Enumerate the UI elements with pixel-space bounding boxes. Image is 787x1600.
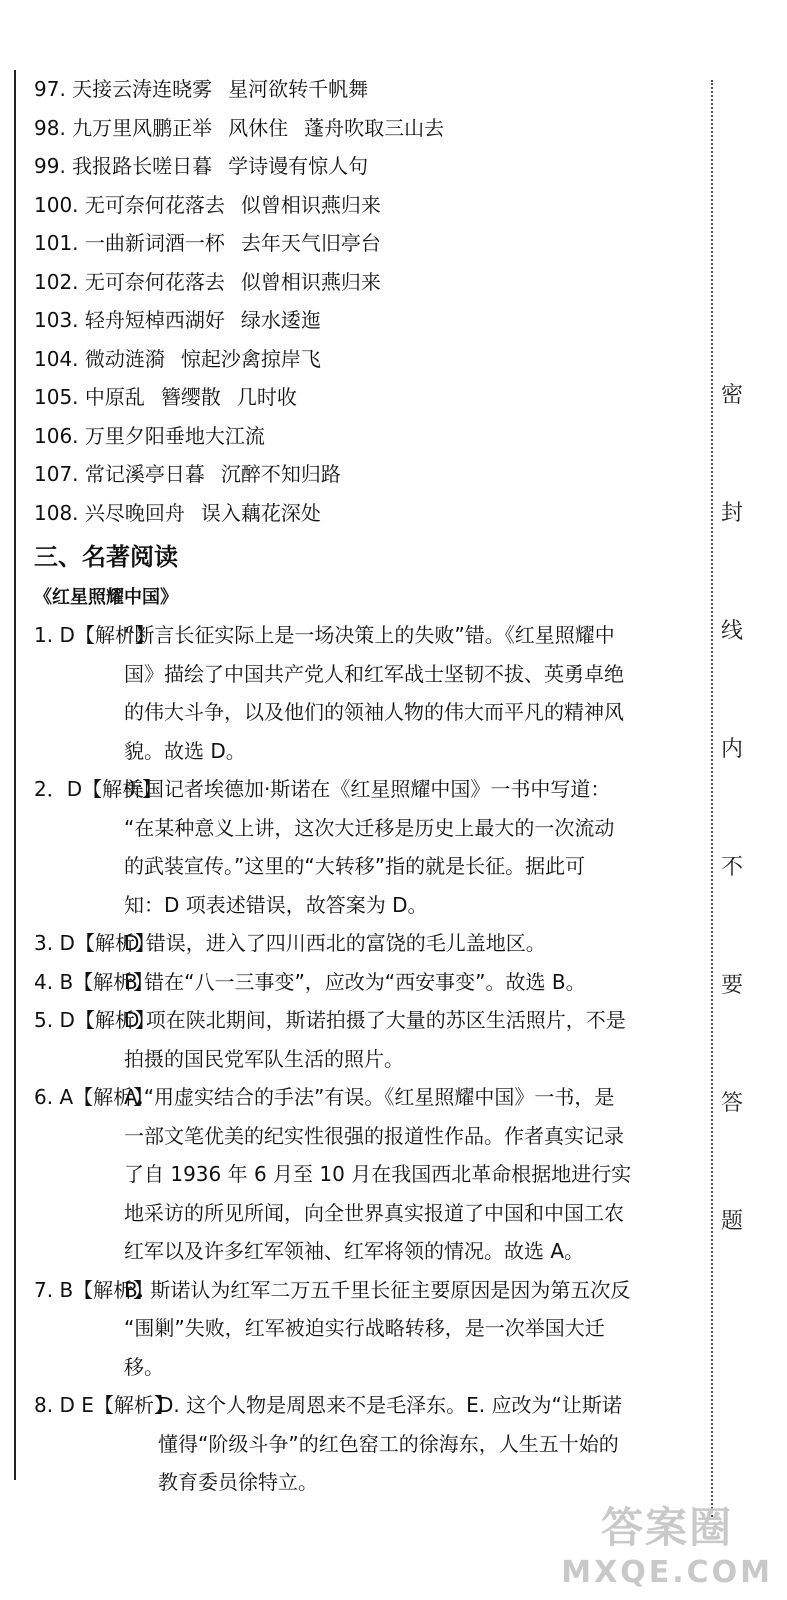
answer-text-line: D. 这个人物是周恩来不是毛泽东。E. 应改为“让斯诺: [158, 1393, 622, 1417]
watermark-logo: [561, 1495, 773, 1590]
seal-char: 要: [720, 973, 743, 998]
watermark-text: 答案圈: [601, 1503, 734, 1552]
answer-text-line: “围剿”失败，红军被迫实行战略转移，是一次举国大迁: [124, 1316, 605, 1340]
section-heading: 三、名著阅读: [34, 543, 178, 571]
answer-label: 2．D【解析】: [34, 777, 163, 801]
answer-item: [34, 1386, 704, 1502]
answer-label: 4. B【解析】: [34, 969, 154, 994]
book-title: 《红星照耀中国》: [34, 587, 178, 608]
left-margin-rule: [14, 70, 16, 1480]
answer-label: 3. D【解析】: [34, 931, 155, 955]
poem-line: 98. 九万里风鹏正举 风休住 蓬舟吹取三山去: [34, 115, 445, 140]
answer-text-line: B. 斯诺认为红军二万五千里长征主要原因是因为第五次反: [124, 1277, 631, 1302]
seal-char: 密: [720, 383, 743, 408]
answer-item: [34, 1078, 704, 1271]
poem-line: 107. 常记溪亭日暮 沉醉不知归路: [34, 462, 341, 486]
poem-line: 106. 万里夕阳垂地大江流: [34, 423, 265, 448]
answer-label: 7. B【解析】: [34, 1277, 154, 1302]
answer-text-line: 了自 1936 年 6 月至 10 月在我国西北革命根据地进行实: [124, 1162, 632, 1186]
poem-line: 105. 中原乱 簪缨散 几时收: [34, 385, 297, 409]
answer-text-line: 的伟大斗争，以及他们的领袖人物的伟大而平凡的精神风: [124, 700, 624, 724]
answer-item: [34, 1271, 704, 1387]
answer-text-line: B 错在“八一三事变”，应改为“西安事变”。故选 B。: [124, 969, 586, 994]
answer-label: 1. D【解析】: [34, 623, 155, 647]
answer-text-line: 拍摄的国民党军队生活的照片。: [124, 1046, 404, 1071]
poem-line: 100. 无可奈何花落去 似曾相识燕归来: [34, 192, 381, 217]
seal-char: 线: [720, 619, 743, 644]
poem-line: 108. 兴尽晚回舟 误入藕花深处: [34, 500, 321, 525]
answer-label: 6. A【解析】: [34, 1085, 154, 1109]
answer-text-line: “断言长征实际上是一场决策上的失败”错。《红星照耀中: [124, 623, 615, 647]
answer-text-line: 貌。故选 D。: [124, 738, 246, 763]
poem-line: 97. 天接云涛连晓雾 星河欲转千帆舞: [34, 77, 369, 101]
answer-item: [34, 616, 704, 770]
answer-text-line: A.“用虚实结合的手法”有误。《红星照耀中国》一书，是: [124, 1085, 615, 1109]
answer-text-line: 美国记者埃德加·斯诺在《红星照耀中国》一书中写道：: [124, 777, 611, 801]
poem-line: 103. 轻舟短棹西湖好 绿水逶迤: [34, 308, 321, 332]
answer-label: 5. D【解析】: [34, 1008, 155, 1032]
answer-item: [34, 924, 704, 963]
answer-text-line: 知：D 项表述错误，故答案为 D。: [124, 892, 428, 917]
answer-text-line: 一部文笔优美的纪实性很强的报道性作品。作者真实记录: [124, 1123, 624, 1148]
answer-text-line: 红军以及许多红军领袖、红军将领的情况。故选 A。: [124, 1239, 585, 1263]
seal-char: 不: [720, 855, 743, 880]
watermark-url: MXQE.COM: [561, 1555, 773, 1590]
poem-line: 99. 我报路长嗟日暮 学诗谩有惊人句: [34, 154, 369, 178]
answer-text-line: 懂得“阶级斗争”的红色窑工的徐海东，人生五十始的: [158, 1431, 619, 1456]
answer-label: 8. D E【解析】: [34, 1393, 174, 1417]
poem-answer-list: [34, 70, 704, 532]
answer-item: [34, 770, 704, 924]
answer-text-line: 移。: [124, 1354, 164, 1379]
answer-text-line: 教育委员徐特立。: [158, 1470, 318, 1494]
answer-text-line: “在某种意义上讲，这次大迁移是历史上最大的一次流动: [124, 815, 615, 840]
seal-dotted-line: [711, 80, 713, 1520]
answer-text-line: D 错误，进入了四川西北的富饶的毛儿盖地区。: [124, 931, 546, 955]
answer-content: [34, 70, 704, 1502]
poem-line: 101. 一曲新词酒一杯 去年天气旧亭台: [34, 231, 381, 255]
poem-line: 102. 无可奈何花落去 似曾相识燕归来: [34, 269, 381, 294]
seal-char: 题: [720, 1209, 743, 1234]
answer-item: [34, 963, 704, 1002]
answer-text-line: 地采访的所见所闻，向全世界真实报道了中国和中国工农: [124, 1200, 624, 1225]
seal-char: 内: [720, 737, 743, 762]
poem-line: 104. 微动涟漪 惊起沙禽掠岸飞: [34, 346, 321, 371]
answer-text-line: 国》描绘了中国共产党人和红军战士坚韧不拔、英勇卓绝: [124, 661, 624, 686]
answer-text-line: 的武装宣传。”这里的“大转移”指的就是长征。据此可: [124, 854, 586, 878]
seal-char: 封: [720, 501, 743, 526]
answer-text-line: D 项在陕北期间，斯诺拍摄了大量的苏区生活照片，不是: [124, 1008, 626, 1032]
seal-char: 答: [720, 1091, 743, 1116]
answer-item: [34, 1001, 704, 1078]
